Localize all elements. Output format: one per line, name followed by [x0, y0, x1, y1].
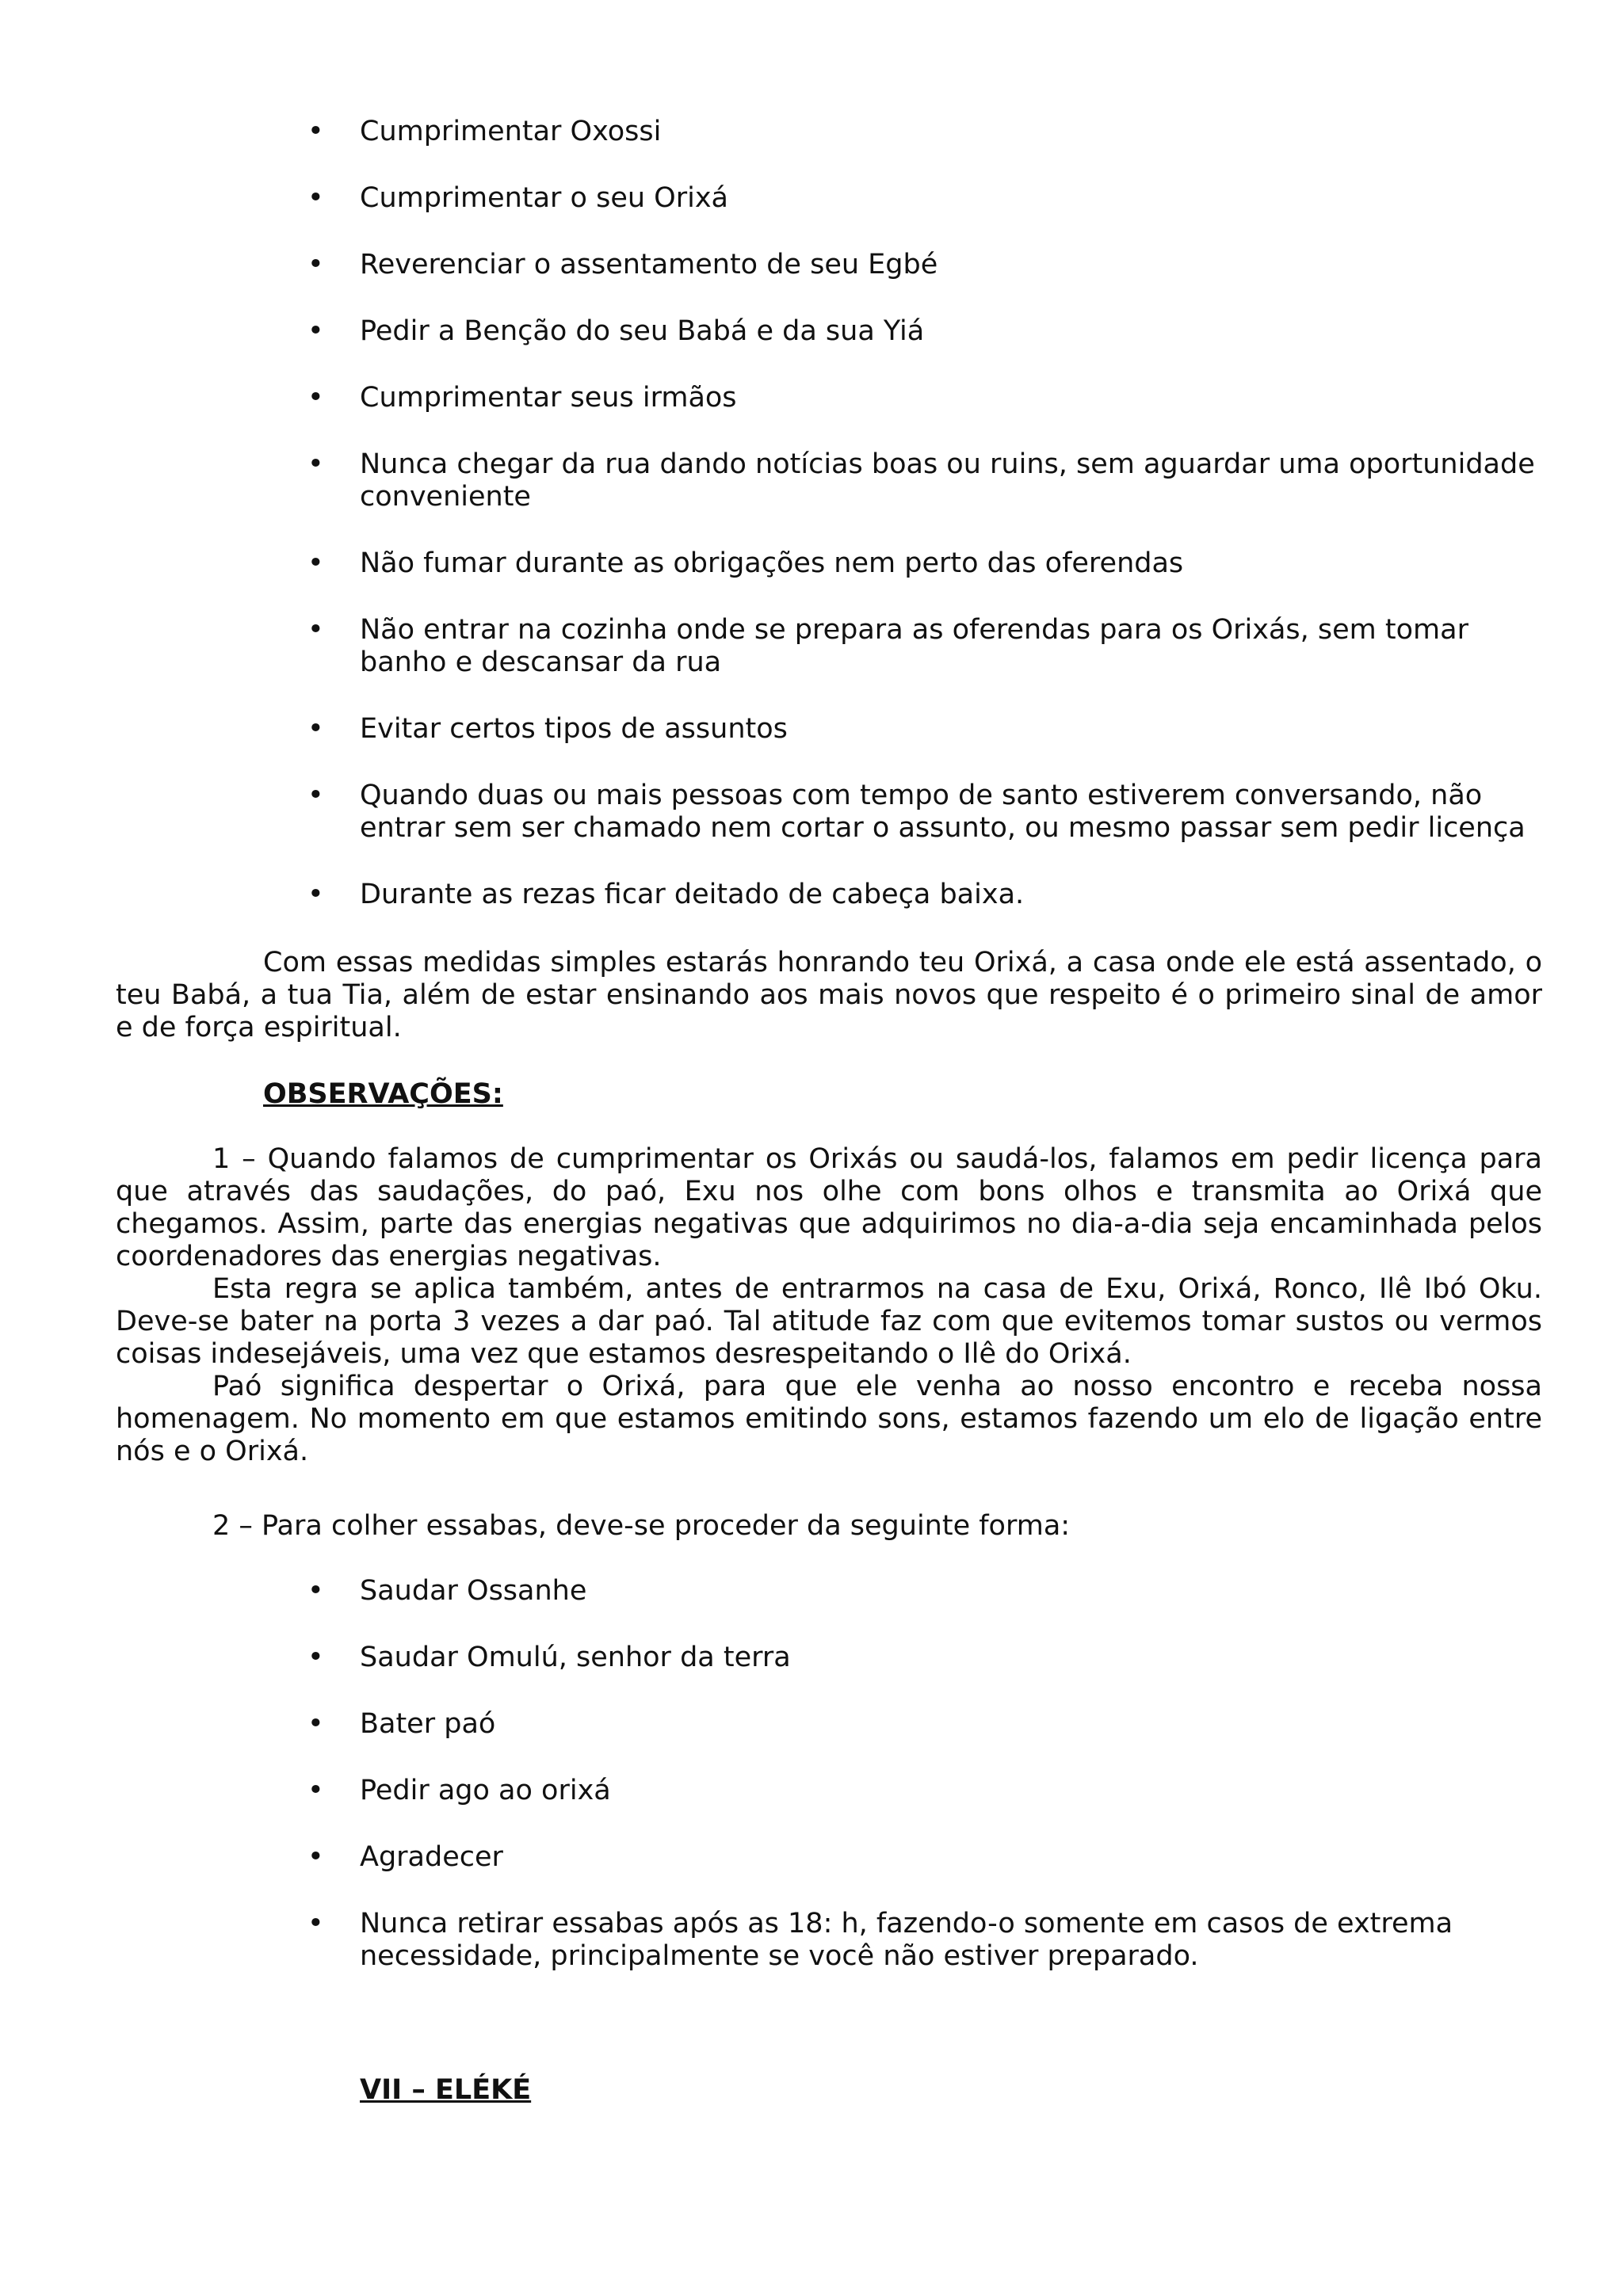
- essabas-list: [0, 1575, 1623, 2007]
- list-item: [0, 182, 1549, 215]
- list-item: [0, 315, 1549, 348]
- observation-1-rule-paragraph: Esta regra se aplica também, antes de entrarmos na casa de Exu, Orixá, Ronco, Ilê Ibó Oku. Deve-se bater na porta 3 vezes a dar paó. Tal atitude faz com que evitemos tomar sustos ou vermos coisas indesejáveis, uma vez que estamos desrespeitando o Ilê do Orixá.: [116, 1273, 1542, 1370]
- bullet-icon: •: [307, 1775, 324, 1806]
- list-item-text: Nunca chegar da rua dando notícias boas ou ruins, sem aguardar uma oportunidade conveniente: [360, 448, 1535, 513]
- list-item: [0, 1575, 1549, 1608]
- list-item-text: Não entrar na cozinha onde se prepara as oferendas para os Orixás, sem tomar banho e descansar da rua: [360, 614, 1468, 678]
- bullet-icon: •: [307, 547, 324, 579]
- list-item-text: Quando duas ou mais pessoas com tempo de santo estiverem conversando, não entrar sem ser chamado nem cortar o assunto, ou mesmo passar sem pedir licença: [360, 780, 1526, 844]
- list-item-text: Saudar Ossanhe: [360, 1575, 587, 1607]
- list-item: [0, 448, 1549, 513]
- list-item: [0, 1908, 1549, 1973]
- bullet-icon: •: [307, 249, 324, 280]
- list-item-text: Cumprimentar o seu Orixá: [360, 182, 728, 214]
- bullet-icon: •: [307, 1841, 324, 1873]
- observacoes-heading: OBSERVAÇÕES:: [263, 1078, 503, 1110]
- list-item: [0, 382, 1549, 414]
- list-item: [0, 879, 1549, 911]
- list-item: [0, 713, 1549, 746]
- list-item: [0, 547, 1549, 580]
- list-item-text: Pedir ago ao orixá: [360, 1775, 611, 1806]
- etiquette-list: [0, 116, 1623, 945]
- list-item: [0, 1708, 1549, 1741]
- bullet-icon: •: [307, 116, 324, 147]
- list-item-text: Nunca retirar essabas após as 18: h, fazendo-o somente em casos de extrema necessidade, principalmente se você não estiver preparado.: [360, 1908, 1453, 1972]
- list-item: [0, 614, 1549, 679]
- bullet-icon: •: [307, 713, 324, 745]
- bullet-icon: •: [307, 614, 324, 646]
- list-item: [0, 1841, 1549, 1874]
- observation-1-pao-paragraph: Paó significa despertar o Orixá, para que ele venha ao nosso encontro e receba nossa homenagem. No momento em que estamos emitindo sons, estamos fazendo um elo de ligação entre nós e o Orixá.: [116, 1371, 1542, 1467]
- bullet-icon: •: [307, 1642, 324, 1673]
- list-item: [0, 780, 1549, 845]
- list-item-text: Cumprimentar Oxossi: [360, 116, 662, 147]
- list-item-text: Pedir a Benção do seu Babá e da sua Yiá: [360, 315, 925, 347]
- list-item-text: Cumprimentar seus irmãos: [360, 382, 737, 414]
- list-item: [0, 1775, 1549, 1807]
- bullet-icon: •: [307, 1575, 324, 1607]
- list-item-text: Não fumar durante as obrigações nem perto das oferendas: [360, 547, 1184, 579]
- intro-paragraph: Com essas medidas simples estarás honrando teu Orixá, a casa onde ele está assentado, o teu Babá, a tua Tia, além de estar ensinando aos mais novos que respeito é o primeiro sinal de amor e de força espiritual.: [116, 947, 1542, 1043]
- bullet-icon: •: [307, 780, 324, 811]
- bullet-icon: •: [307, 448, 324, 480]
- bullet-icon: •: [307, 1908, 324, 1939]
- bullet-icon: •: [307, 315, 324, 347]
- bullet-icon: •: [307, 182, 324, 214]
- list-item: [0, 116, 1549, 148]
- list-item-text: Evitar certos tipos de assuntos: [360, 713, 788, 745]
- list-item-text: Durante as rezas ficar deitado de cabeça baixa.: [360, 879, 1025, 910]
- bullet-icon: •: [307, 879, 324, 910]
- list-item-text: Reverenciar o assentamento de seu Egbé: [360, 249, 938, 280]
- observation-1-paragraph: 1 – Quando falamos de cumprimentar os Orixás ou saudá-los, falamos em pedir licença para que através das saudações, do paó, Exu nos olhe com bons olhos e transmita ao Orixá que chegamos. Assim, parte das energias negativas que adquirimos no dia-a-dia seja encaminhada pelos coordenadores das energias negativas.: [116, 1143, 1542, 1272]
- bullet-icon: •: [307, 382, 324, 414]
- list-item-text: Agradecer: [360, 1841, 503, 1873]
- observation-2-intro: 2 – Para colher essabas, deve-se proceder da seguinte forma:: [212, 1510, 1071, 1542]
- list-item: [0, 1642, 1549, 1674]
- list-item: [0, 249, 1549, 281]
- section-heading: VII – ELÉKÉ: [360, 2074, 532, 2106]
- list-item-text: Saudar Omulú, senhor da terra: [360, 1642, 791, 1673]
- bullet-icon: •: [307, 1708, 324, 1740]
- list-item-text: Bater paó: [360, 1708, 496, 1740]
